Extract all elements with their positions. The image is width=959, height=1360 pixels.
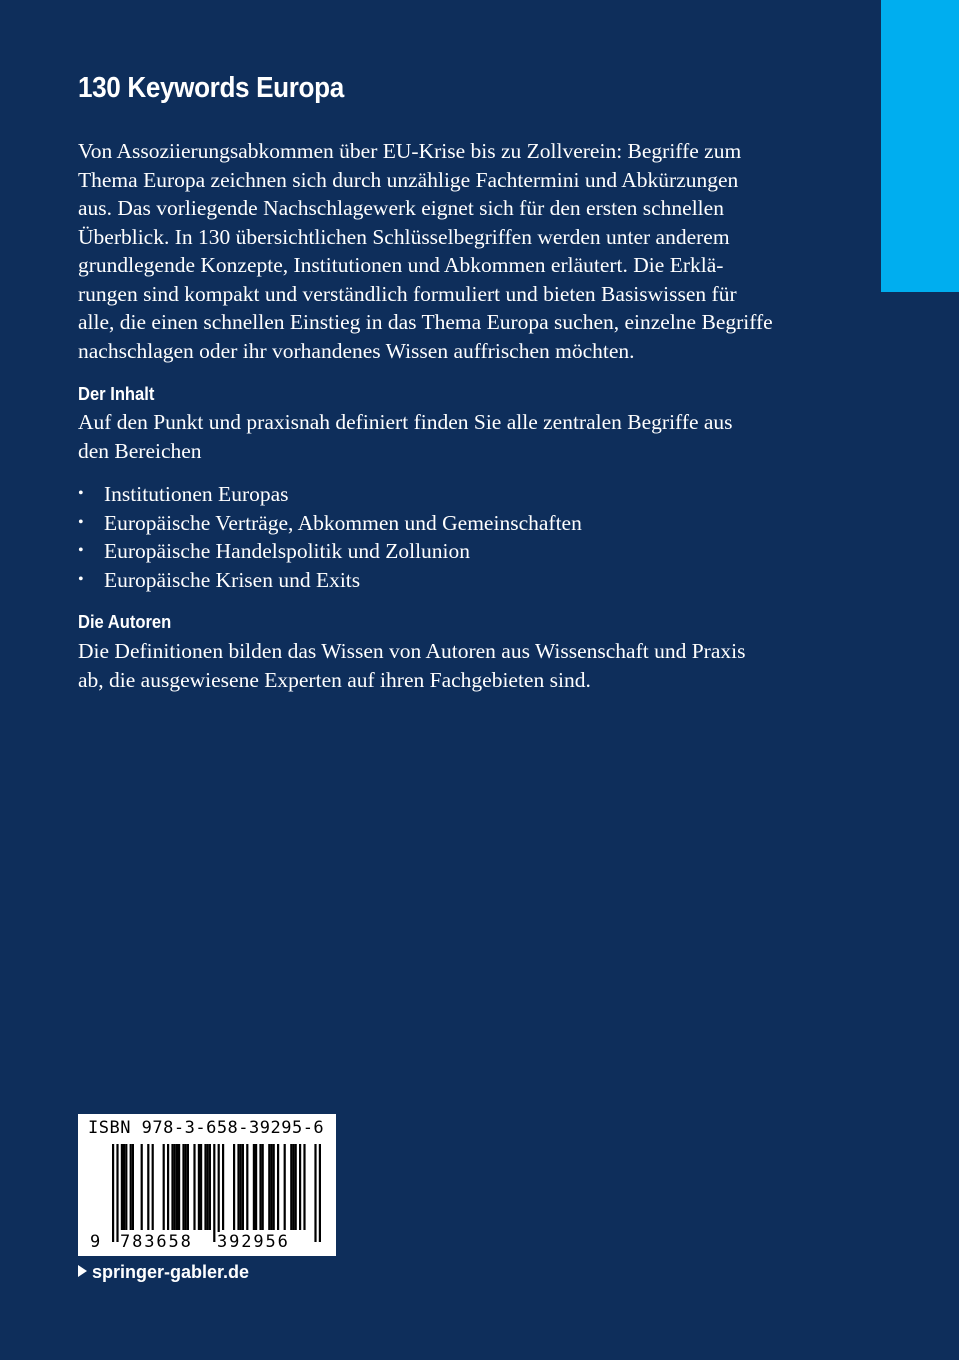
barcode-bar [314,1144,316,1242]
intro-line: aus. Das vorliegende Nachschlagewerk eignet sich für den ersten schnellen [78,196,724,220]
barcode-bar [242,1144,244,1230]
barcode-bar [123,1144,125,1230]
intro-line: grundlegende Konzepte, Institutionen und Abkommen erläutert. Die Erklä- [78,253,724,277]
barcode-bar [277,1144,279,1230]
barcode-bar [171,1144,173,1230]
list-item-label: Institutionen Europas [104,482,289,506]
barcode-bar [255,1144,257,1230]
barcode-bar [167,1144,169,1230]
barcode-bar [268,1144,270,1230]
barcode-bar [116,1144,118,1242]
barcode-bar [233,1144,235,1230]
barcode-bar [207,1144,209,1230]
barcode-bar [187,1144,189,1230]
inhalt-line: Auf den Punkt und praxisnah definiert finden Sie alle zentralen Begriffe aus [78,410,733,434]
barcode-bar [284,1144,286,1230]
barcode-bar [198,1144,200,1230]
list-item [78,509,582,538]
list-item [78,566,582,595]
barcode-bar [253,1144,255,1230]
intro-line: rungen sind kompakt und verständlich formuliert und bieten Basiswissen für [78,281,737,306]
barcode-bar [213,1144,215,1242]
barcode-bar [147,1144,149,1230]
section-heading-inhalt: Der Inhalt [78,384,155,404]
inhalt-paragraph [78,408,802,465]
barcode-bar [130,1144,132,1230]
intro-line: Überblick. In 130 übersichtlichen Schlüsselbegriffen werden unter anderem [78,224,730,249]
barcode-bar [240,1144,242,1230]
barcode-bar [218,1144,220,1242]
autoren-line: Die Definitionen bilden das Wissen von Autoren aus Wissenschaft und Praxis [78,639,746,663]
isbn-barcode [78,1114,336,1256]
topic-list [78,480,582,594]
barcode-bar [174,1144,176,1230]
intro-paragraph [78,137,802,365]
publisher-url: springer-gabler.de [92,1262,250,1282]
intro-line: alle, die einen schnellen Einstieg in das Thema Europa suchen, einzelne Begriffe [78,310,773,334]
barcode-bar [182,1144,184,1230]
ean-first-digit: 9 [90,1232,101,1252]
list-item [78,537,582,566]
ean-left-digits: 783658 [120,1232,193,1252]
ean-right-digits: 392956 [217,1232,290,1252]
autoren-paragraph [78,637,802,694]
barcode-bar [270,1144,272,1230]
list-item-label: Europäische Handelspolitik und Zollunion [104,539,471,563]
barcode-bar [246,1144,248,1230]
barcode-bar [152,1144,154,1230]
intro-line: nachschlagen oder ihr vorhandenes Wissen auffrischen möchten. [78,338,635,363]
arrow-right-icon [78,1265,87,1277]
barcode-bar [262,1144,264,1230]
barcode-bar [178,1144,180,1230]
autoren-line: ab, die ausgewiesene Experten auf ihren Fachgebieten sind. [78,667,591,692]
barcode-bar [204,1144,206,1230]
list-item [78,480,582,509]
list-item-label: Europäische Verträge, Abkommen und Gemeinschaften [104,510,582,535]
barcode-bar [176,1144,178,1230]
barcode-bar [185,1144,187,1230]
barcode-bar [299,1144,301,1230]
list-item-label: Europäische Krisen und Exits [104,567,361,592]
intro-line: Von Assoziierungsabkommen über EU-Krise bis zu Zollverein: Begriffe zum [78,139,742,163]
barcode-bar [193,1144,195,1230]
accent-bar [881,0,959,292]
barcode-bar [125,1144,127,1230]
barcode-bar [209,1144,211,1230]
publisher-link[interactable] [78,1262,249,1283]
barcode-bar [200,1144,202,1230]
barcode-bar [121,1144,123,1230]
barcode-bar [292,1144,294,1230]
bullet-icon: • [78,570,84,588]
book-title: 130 Keywords Europa [78,72,344,104]
barcode-bar [132,1144,134,1230]
barcode-bar [319,1144,321,1242]
barcode-bar [222,1144,224,1230]
section-heading-autoren: Die Autoren [78,612,172,632]
barcode-bar [259,1144,261,1230]
inhalt-line: den Bereichen [78,438,202,463]
barcode-bar [237,1144,239,1230]
bullet-icon: • [78,485,84,502]
barcode-bar [295,1144,297,1230]
barcode-bar [112,1144,114,1242]
barcode-bar [303,1144,305,1230]
barcode-bar [163,1144,165,1230]
barcode-bar [141,1144,143,1230]
isbn-number: ISBN 978-3-658-39295-6 [88,1118,325,1138]
barcode-bar [273,1144,275,1230]
intro-line: Thema Europa zeichnen sich durch unzählige Fachtermini und Abkürzungen [78,167,739,192]
bullet-icon: • [78,513,84,531]
barcode-bar [290,1144,292,1230]
bullet-icon: • [78,542,84,559]
